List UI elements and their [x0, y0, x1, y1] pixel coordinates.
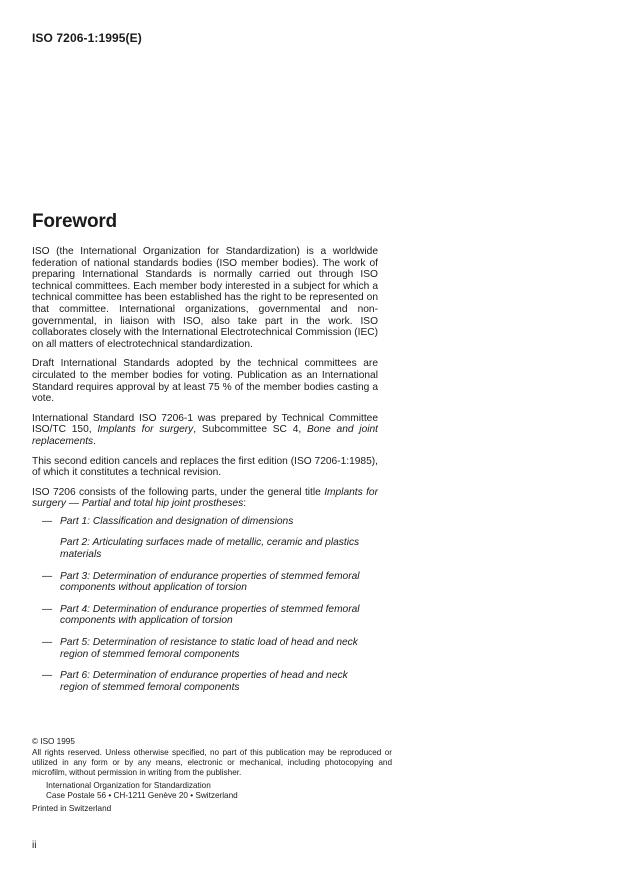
- list-item: [32, 637, 378, 660]
- foreword-title: Foreword: [32, 211, 117, 232]
- subcommittee-text: , Subcommittee SC 4,: [193, 424, 307, 436]
- dash-bullet: —: [42, 603, 53, 615]
- rights-statement: All rights reserved. Unless otherwise specified, no part of this publication may be reproduced or utilized in any form or by any means, electronic or mechanical, including photocopying and microfilm, without permission in writing from the publisher.: [32, 748, 392, 777]
- list-item: [32, 604, 378, 627]
- organization-name: International Organization for Standardization: [46, 781, 211, 790]
- dash-bullet: —: [42, 670, 53, 682]
- list-item: [32, 670, 378, 693]
- paragraph-edition: This second edition cancels and replaces the first edition (ISO 7206-1:1985), of which it constitutes a technical revision.: [32, 455, 378, 479]
- list-item: [32, 571, 378, 594]
- document-header-id: ISO 7206-1:1995(E): [32, 31, 142, 45]
- subcommittee-title: Bone and joint replacements: [32, 424, 378, 447]
- part-4-title: Part 4: Determination of endurance properties of stemmed femoral components with application of torsion: [60, 603, 360, 627]
- organization-address: Case Postale 56 • CH-1211 Genève 20 • Switzerland: [46, 791, 238, 800]
- paragraph-parts-intro: [32, 487, 378, 510]
- part-5-title: Part 5: Determination of resistance to static load of head and neck region of stemmed femoral components: [60, 637, 358, 660]
- dash-bullet: —: [42, 515, 53, 527]
- prepared-by-text: International Standard ISO 7206-1 was prepared by Technical Committee ISO/TC 150,: [32, 412, 378, 436]
- paragraph-iso-intro: ISO (the International Organization for Standardization) is a worldwide federation of national standards bodies (ISO member bodies). The work of preparing International Standards is normally carried out through ISO technical committees. Each member body interested in a subject for which a technical committee has been established has the right to be represented on that committee. International organizations, governmental and non-governmental, in liaison with ISO, also take part in the work. ISO collaborates closely with the International Electrotechnical Commission (IEC) on all matters of electrotechnical standardization.: [32, 246, 378, 350]
- printed-in: Printed in Switzerland: [32, 804, 112, 813]
- list-item: [32, 537, 378, 560]
- general-title: Implants for surgery — Partial and total hip joint prostheses: [32, 486, 378, 510]
- foreword-body: [32, 246, 378, 703]
- part-1-title: Part 1: Classification and designation of dimensions: [60, 515, 294, 527]
- part-2-title: Part 2: Articulating surfaces made of metallic, ceramic and plastics materials: [60, 537, 360, 561]
- parts-list: [32, 516, 378, 694]
- parts-intro-text: ISO 7206 consists of the following parts, under the general title: [32, 486, 325, 498]
- part-3-title: Part 3: Determination of endurance properties of stemmed femoral components without application of torsion: [60, 570, 360, 594]
- paragraph-draft-standards: Draft International Standards adopted by the technical committees are circulated to the member bodies for voting. Publication as an International Standard requires approval by at least 75 % of the member bodies casting a vote.: [32, 358, 378, 405]
- dash-bullet: —: [42, 570, 53, 582]
- committee-title: Implants for surgery: [97, 424, 194, 436]
- copyright-notice: © ISO 1995: [32, 737, 75, 746]
- part-6-title: Part 6: Determination of endurance properties of head and neck region of stemmed femoral components: [60, 670, 348, 693]
- period: .: [93, 435, 96, 447]
- list-item: [32, 516, 378, 528]
- dash-bullet: —: [42, 637, 53, 649]
- copyright-block: [32, 737, 392, 814]
- colon: :: [243, 498, 247, 510]
- paragraph-prepared-by: [32, 413, 378, 448]
- page-number: ii: [32, 840, 37, 851]
